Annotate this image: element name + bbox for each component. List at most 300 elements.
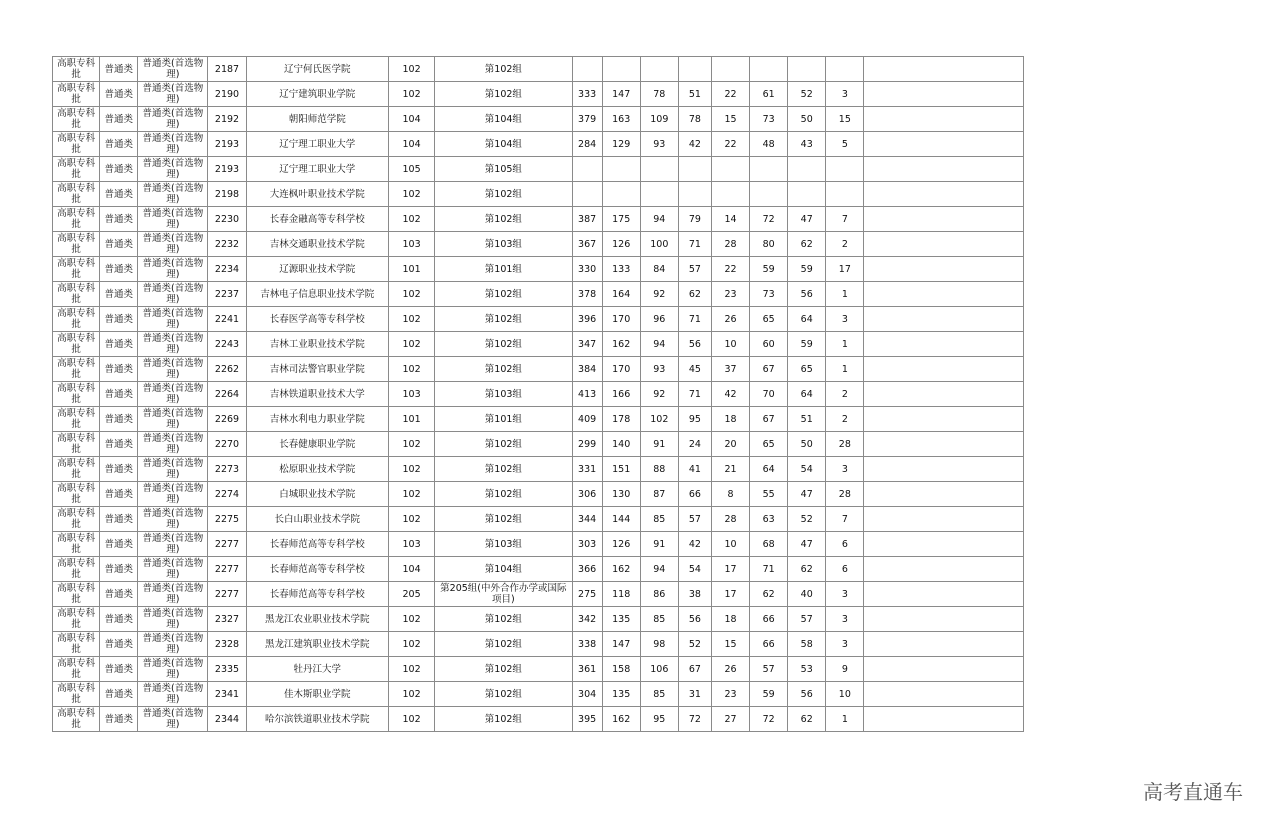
cell-score-b: 96 [640, 307, 678, 332]
cell-score-b: 92 [640, 382, 678, 407]
cell-school-name: 辽宁何氏医学院 [246, 57, 388, 82]
cell-score-a: 129 [602, 132, 640, 157]
cell-category: 普通类 [100, 632, 138, 657]
cell-score-total: 378 [572, 282, 602, 307]
cell-score-c: 79 [678, 207, 711, 232]
cell-group-code: 102 [389, 657, 435, 682]
cell-group-code: 102 [389, 332, 435, 357]
cell-empty [864, 407, 1024, 432]
table-row [53, 357, 1024, 382]
table-row [53, 207, 1024, 232]
table-row [53, 457, 1024, 482]
cell-batch: 高职专科批 [53, 357, 100, 382]
cell-score-e: 55 [750, 482, 788, 507]
cell-score-b: 86 [640, 582, 678, 607]
cell-empty [864, 82, 1024, 107]
cell-group-code: 205 [389, 582, 435, 607]
cell-score-g: 3 [826, 582, 864, 607]
cell-school-name: 吉林工业职业技术学院 [246, 332, 388, 357]
cell-score-a: 133 [602, 257, 640, 282]
cell-score-d [711, 182, 749, 207]
cell-score-e: 80 [750, 232, 788, 257]
cell-score-total: 338 [572, 632, 602, 657]
cell-group-code: 102 [389, 607, 435, 632]
cell-school-code: 2262 [208, 357, 246, 382]
cell-score-a: 147 [602, 632, 640, 657]
cell-score-f: 58 [788, 632, 826, 657]
cell-empty [864, 332, 1024, 357]
cell-score-g: 28 [826, 432, 864, 457]
cell-empty [864, 482, 1024, 507]
cell-score-total [572, 157, 602, 182]
cell-score-d: 37 [711, 357, 749, 382]
cell-school-code: 2273 [208, 457, 246, 482]
cell-school-code: 2335 [208, 657, 246, 682]
cell-score-f: 59 [788, 332, 826, 357]
watermark-text: 高考直通车 [1143, 780, 1243, 804]
cell-score-b: 93 [640, 132, 678, 157]
cell-score-a: 166 [602, 382, 640, 407]
cell-score-b: 109 [640, 107, 678, 132]
cell-group-code: 102 [389, 432, 435, 457]
cell-subject-type: 普通类(首选物理) [138, 182, 208, 207]
cell-category: 普通类 [100, 382, 138, 407]
cell-category: 普通类 [100, 607, 138, 632]
cell-empty [864, 657, 1024, 682]
cell-group-name: 第102组 [435, 207, 572, 232]
cell-score-d: 22 [711, 132, 749, 157]
cell-score-d: 15 [711, 107, 749, 132]
cell-batch: 高职专科批 [53, 82, 100, 107]
cell-score-b: 94 [640, 332, 678, 357]
cell-score-d: 26 [711, 657, 749, 682]
cell-school-code: 2187 [208, 57, 246, 82]
cell-group-code: 104 [389, 107, 435, 132]
cell-score-c: 31 [678, 682, 711, 707]
cell-group-name: 第104组 [435, 107, 572, 132]
cell-empty [864, 257, 1024, 282]
cell-score-a [602, 57, 640, 82]
cell-subject-type: 普通类(首选物理) [138, 382, 208, 407]
cell-score-c: 24 [678, 432, 711, 457]
cell-group-name: 第102组 [435, 57, 572, 82]
cell-score-c: 57 [678, 257, 711, 282]
cell-score-e: 73 [750, 282, 788, 307]
table-row [53, 232, 1024, 257]
cell-subject-type: 普通类(首选物理) [138, 132, 208, 157]
cell-school-name: 吉林电子信息职业技术学院 [246, 282, 388, 307]
cell-score-a: 151 [602, 457, 640, 482]
cell-empty [864, 557, 1024, 582]
cell-school-code: 2327 [208, 607, 246, 632]
cell-school-name: 大连枫叶职业技术学院 [246, 182, 388, 207]
cell-score-c [678, 57, 711, 82]
cell-score-c: 67 [678, 657, 711, 682]
cell-batch: 高职专科批 [53, 707, 100, 732]
cell-score-total: 306 [572, 482, 602, 507]
cell-score-total: 366 [572, 557, 602, 582]
cell-group-name: 第104组 [435, 132, 572, 157]
cell-score-a: 140 [602, 432, 640, 457]
cell-score-e: 67 [750, 407, 788, 432]
cell-score-e: 59 [750, 682, 788, 707]
cell-score-b: 106 [640, 657, 678, 682]
cell-score-e: 70 [750, 382, 788, 407]
cell-batch: 高职专科批 [53, 132, 100, 157]
cell-score-d: 22 [711, 257, 749, 282]
cell-score-c: 71 [678, 382, 711, 407]
cell-score-g [826, 182, 864, 207]
cell-group-code: 102 [389, 57, 435, 82]
cell-category: 普通类 [100, 557, 138, 582]
admission-score-table [52, 56, 1024, 732]
cell-group-name: 第104组 [435, 557, 572, 582]
cell-group-name: 第105组 [435, 157, 572, 182]
cell-group-code: 102 [389, 707, 435, 732]
cell-score-total: 330 [572, 257, 602, 282]
cell-school-name: 长白山职业技术学院 [246, 507, 388, 532]
cell-group-name: 第102组 [435, 507, 572, 532]
cell-subject-type: 普通类(首选物理) [138, 582, 208, 607]
cell-score-total: 333 [572, 82, 602, 107]
cell-school-code: 2243 [208, 332, 246, 357]
cell-empty [864, 207, 1024, 232]
cell-score-d: 23 [711, 682, 749, 707]
cell-score-d: 21 [711, 457, 749, 482]
cell-score-total: 395 [572, 707, 602, 732]
cell-group-name: 第102组 [435, 607, 572, 632]
cell-score-b: 102 [640, 407, 678, 432]
cell-score-b [640, 57, 678, 82]
cell-group-code: 102 [389, 207, 435, 232]
cell-school-code: 2274 [208, 482, 246, 507]
cell-score-f: 40 [788, 582, 826, 607]
cell-score-b: 88 [640, 457, 678, 482]
cell-group-code: 102 [389, 632, 435, 657]
cell-group-code: 101 [389, 407, 435, 432]
cell-score-g: 17 [826, 257, 864, 282]
cell-score-c: 38 [678, 582, 711, 607]
cell-score-d: 10 [711, 532, 749, 557]
cell-empty [864, 182, 1024, 207]
cell-empty [864, 107, 1024, 132]
cell-school-name: 长春师范高等专科学校 [246, 557, 388, 582]
cell-subject-type: 普通类(首选物理) [138, 357, 208, 382]
cell-score-d: 8 [711, 482, 749, 507]
cell-group-code: 102 [389, 282, 435, 307]
table-row [53, 407, 1024, 432]
cell-score-b: 92 [640, 282, 678, 307]
table-row [53, 332, 1024, 357]
cell-school-name: 长春医学高等专科学校 [246, 307, 388, 332]
table-row [53, 182, 1024, 207]
cell-group-code: 103 [389, 382, 435, 407]
cell-score-a: 126 [602, 532, 640, 557]
cell-score-e: 61 [750, 82, 788, 107]
cell-score-b: 85 [640, 607, 678, 632]
cell-score-d [711, 157, 749, 182]
cell-score-total: 361 [572, 657, 602, 682]
cell-score-c: 56 [678, 332, 711, 357]
cell-score-total: 347 [572, 332, 602, 357]
cell-category: 普通类 [100, 357, 138, 382]
table-body [53, 57, 1024, 732]
cell-score-a: 130 [602, 482, 640, 507]
table-row [53, 532, 1024, 557]
cell-score-f: 54 [788, 457, 826, 482]
cell-score-b: 93 [640, 357, 678, 382]
table-row [53, 607, 1024, 632]
cell-subject-type: 普通类(首选物理) [138, 532, 208, 557]
cell-batch: 高职专科批 [53, 407, 100, 432]
cell-category: 普通类 [100, 282, 138, 307]
cell-score-total: 304 [572, 682, 602, 707]
cell-batch: 高职专科批 [53, 282, 100, 307]
cell-score-a: 170 [602, 357, 640, 382]
cell-score-b [640, 182, 678, 207]
table-row [53, 432, 1024, 457]
cell-score-c: 72 [678, 707, 711, 732]
cell-group-code: 102 [389, 182, 435, 207]
cell-empty [864, 282, 1024, 307]
cell-score-e: 48 [750, 132, 788, 157]
cell-score-a: 118 [602, 582, 640, 607]
cell-group-code: 101 [389, 257, 435, 282]
cell-school-name: 辽宁建筑职业学院 [246, 82, 388, 107]
cell-score-g: 1 [826, 282, 864, 307]
cell-score-f: 47 [788, 207, 826, 232]
cell-group-name: 第103组 [435, 232, 572, 257]
cell-score-g [826, 57, 864, 82]
cell-score-f [788, 157, 826, 182]
cell-score-f: 56 [788, 682, 826, 707]
cell-school-name: 朝阳师范学院 [246, 107, 388, 132]
cell-score-g: 10 [826, 682, 864, 707]
cell-score-e: 62 [750, 582, 788, 607]
cell-school-name: 长春师范高等专科学校 [246, 532, 388, 557]
cell-score-f: 57 [788, 607, 826, 632]
cell-score-f: 53 [788, 657, 826, 682]
cell-batch: 高职专科批 [53, 682, 100, 707]
cell-group-name: 第102组 [435, 357, 572, 382]
cell-score-g: 7 [826, 507, 864, 532]
cell-score-total: 344 [572, 507, 602, 532]
cell-empty [864, 707, 1024, 732]
cell-score-a: 175 [602, 207, 640, 232]
cell-group-code: 104 [389, 557, 435, 582]
table-row [53, 707, 1024, 732]
cell-score-total: 303 [572, 532, 602, 557]
cell-school-code: 2328 [208, 632, 246, 657]
cell-empty [864, 357, 1024, 382]
cell-school-name: 牡丹江大学 [246, 657, 388, 682]
table-row [53, 557, 1024, 582]
cell-empty [864, 132, 1024, 157]
cell-category: 普通类 [100, 232, 138, 257]
cell-score-g [826, 157, 864, 182]
cell-subject-type: 普通类(首选物理) [138, 232, 208, 257]
table-row [53, 582, 1024, 607]
cell-score-total: 387 [572, 207, 602, 232]
cell-score-g: 3 [826, 457, 864, 482]
cell-score-c: 71 [678, 307, 711, 332]
cell-school-code: 2192 [208, 107, 246, 132]
cell-score-a: 158 [602, 657, 640, 682]
cell-subject-type: 普通类(首选物理) [138, 332, 208, 357]
cell-score-c [678, 182, 711, 207]
table-row [53, 257, 1024, 282]
cell-category: 普通类 [100, 582, 138, 607]
cell-score-c: 45 [678, 357, 711, 382]
cell-subject-type: 普通类(首选物理) [138, 107, 208, 132]
cell-batch: 高职专科批 [53, 457, 100, 482]
cell-group-name: 第102组 [435, 332, 572, 357]
cell-subject-type: 普通类(首选物理) [138, 157, 208, 182]
cell-batch: 高职专科批 [53, 557, 100, 582]
cell-score-g: 1 [826, 707, 864, 732]
cell-score-c: 71 [678, 232, 711, 257]
cell-score-d: 28 [711, 507, 749, 532]
cell-category: 普通类 [100, 507, 138, 532]
cell-category: 普通类 [100, 457, 138, 482]
cell-category: 普通类 [100, 107, 138, 132]
cell-score-total: 367 [572, 232, 602, 257]
table-row [53, 682, 1024, 707]
cell-empty [864, 507, 1024, 532]
cell-score-f: 62 [788, 232, 826, 257]
cell-score-c [678, 157, 711, 182]
cell-subject-type: 普通类(首选物理) [138, 632, 208, 657]
cell-score-e [750, 57, 788, 82]
cell-group-name: 第101组 [435, 257, 572, 282]
cell-score-d: 28 [711, 232, 749, 257]
cell-score-total: 342 [572, 607, 602, 632]
table-row [53, 57, 1024, 82]
cell-batch: 高职专科批 [53, 582, 100, 607]
cell-category: 普通类 [100, 482, 138, 507]
cell-school-code: 2190 [208, 82, 246, 107]
cell-score-a: 178 [602, 407, 640, 432]
cell-score-d: 18 [711, 607, 749, 632]
cell-empty [864, 432, 1024, 457]
cell-group-name: 第102组 [435, 657, 572, 682]
cell-score-f: 47 [788, 482, 826, 507]
cell-score-e: 59 [750, 257, 788, 282]
cell-score-e: 71 [750, 557, 788, 582]
cell-group-name: 第103组 [435, 532, 572, 557]
cell-score-f: 56 [788, 282, 826, 307]
cell-score-a: 162 [602, 557, 640, 582]
cell-school-code: 2277 [208, 582, 246, 607]
cell-empty [864, 682, 1024, 707]
cell-batch: 高职专科批 [53, 432, 100, 457]
cell-score-a: 162 [602, 332, 640, 357]
cell-group-name: 第102组 [435, 307, 572, 332]
cell-empty [864, 307, 1024, 332]
cell-school-code: 2241 [208, 307, 246, 332]
table-row [53, 482, 1024, 507]
cell-score-b: 91 [640, 432, 678, 457]
cell-group-name: 第102组 [435, 482, 572, 507]
cell-batch: 高职专科批 [53, 632, 100, 657]
cell-subject-type: 普通类(首选物理) [138, 657, 208, 682]
cell-group-name: 第103组 [435, 382, 572, 407]
cell-score-g: 28 [826, 482, 864, 507]
cell-score-f: 51 [788, 407, 826, 432]
cell-school-code: 2198 [208, 182, 246, 207]
cell-score-e: 65 [750, 307, 788, 332]
cell-score-b: 100 [640, 232, 678, 257]
cell-group-code: 102 [389, 82, 435, 107]
cell-score-b: 85 [640, 507, 678, 532]
cell-score-d: 23 [711, 282, 749, 307]
cell-score-g: 2 [826, 407, 864, 432]
cell-score-e [750, 157, 788, 182]
cell-subject-type: 普通类(首选物理) [138, 407, 208, 432]
cell-score-f: 65 [788, 357, 826, 382]
table-row [53, 282, 1024, 307]
cell-batch: 高职专科批 [53, 482, 100, 507]
cell-score-g: 2 [826, 232, 864, 257]
cell-score-e: 73 [750, 107, 788, 132]
cell-group-code: 102 [389, 357, 435, 382]
cell-score-c: 42 [678, 132, 711, 157]
cell-score-b: 98 [640, 632, 678, 657]
cell-subject-type: 普通类(首选物理) [138, 457, 208, 482]
cell-score-g: 15 [826, 107, 864, 132]
cell-score-g: 9 [826, 657, 864, 682]
cell-group-code: 103 [389, 232, 435, 257]
cell-score-a: 170 [602, 307, 640, 332]
cell-score-c: 42 [678, 532, 711, 557]
cell-group-name: 第102组 [435, 707, 572, 732]
cell-score-f: 59 [788, 257, 826, 282]
cell-score-a: 162 [602, 707, 640, 732]
cell-score-f: 64 [788, 382, 826, 407]
table-row [53, 507, 1024, 532]
cell-group-code: 102 [389, 507, 435, 532]
cell-empty [864, 382, 1024, 407]
cell-score-total: 384 [572, 357, 602, 382]
cell-score-a [602, 182, 640, 207]
cell-batch: 高职专科批 [53, 657, 100, 682]
cell-empty [864, 632, 1024, 657]
cell-category: 普通类 [100, 432, 138, 457]
cell-score-a: 135 [602, 682, 640, 707]
cell-score-d: 20 [711, 432, 749, 457]
cell-score-b [640, 157, 678, 182]
cell-school-code: 2193 [208, 157, 246, 182]
cell-score-f: 52 [788, 507, 826, 532]
cell-score-c: 51 [678, 82, 711, 107]
cell-empty [864, 57, 1024, 82]
cell-empty [864, 157, 1024, 182]
cell-score-total: 331 [572, 457, 602, 482]
cell-score-e: 67 [750, 357, 788, 382]
cell-score-g: 3 [826, 632, 864, 657]
cell-batch: 高职专科批 [53, 332, 100, 357]
cell-group-code: 103 [389, 532, 435, 557]
cell-group-name: 第102组 [435, 682, 572, 707]
cell-empty [864, 532, 1024, 557]
cell-school-code: 2344 [208, 707, 246, 732]
cell-batch: 高职专科批 [53, 157, 100, 182]
table-row [53, 382, 1024, 407]
cell-empty [864, 607, 1024, 632]
cell-batch: 高职专科批 [53, 257, 100, 282]
cell-score-a [602, 157, 640, 182]
cell-score-c: 56 [678, 607, 711, 632]
